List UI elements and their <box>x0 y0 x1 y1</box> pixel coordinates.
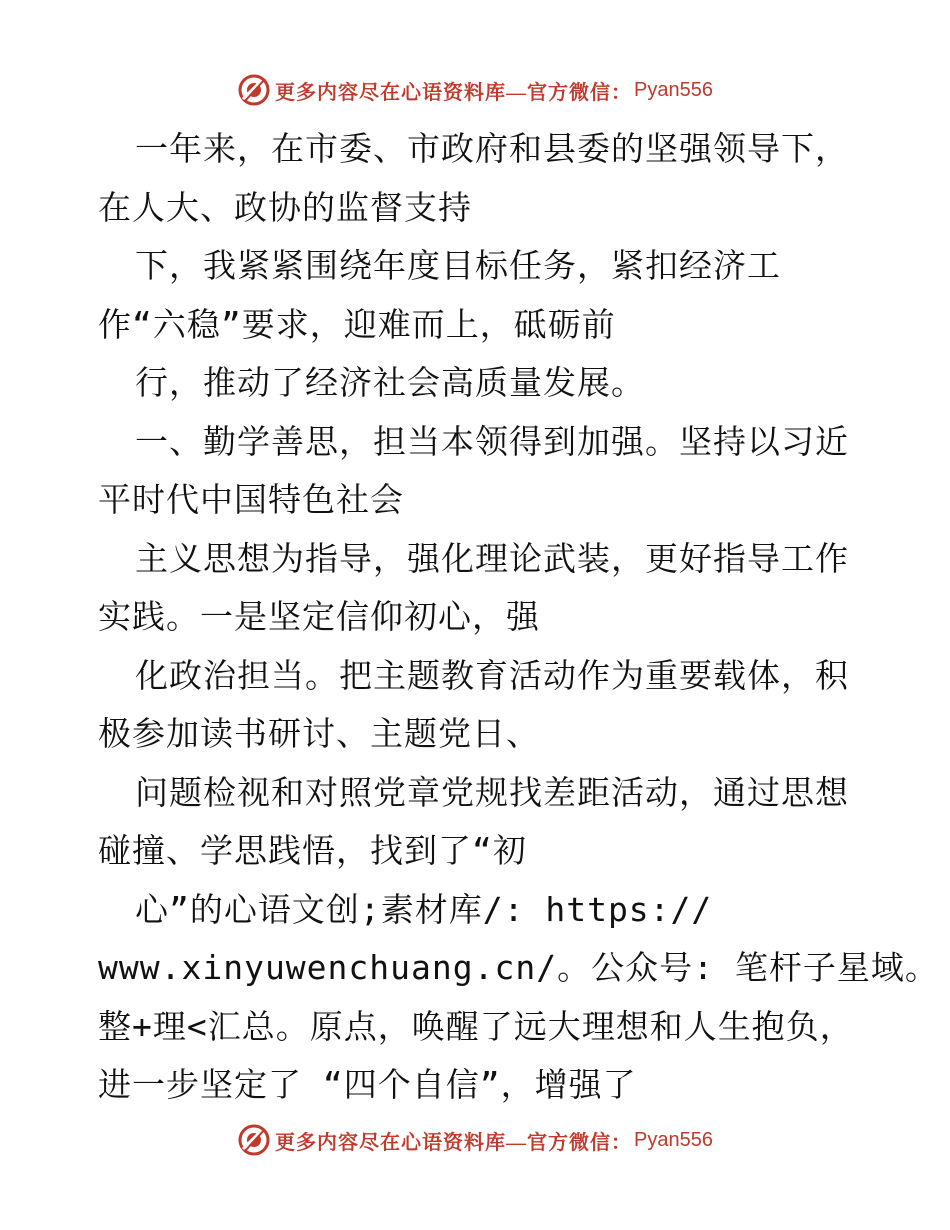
brand-logo-icon <box>237 1123 271 1157</box>
text-line: 极参加读书研讨、主题党日、 <box>98 714 540 753</box>
text-line: 主义思想为指导，强化理论武装，更好指导工作 <box>135 538 849 578</box>
text-line: 问题检视和对照党章党规找差距活动，通过思想 <box>135 772 849 812</box>
text-line: 在人大、政协的监督支持 <box>98 187 472 227</box>
header-banner-text: 更多内容尽在心语资料库—官方微信： <box>275 81 633 104</box>
text-line: 平时代中国特色社会 <box>98 480 404 519</box>
text-line: 一、勤学善思，担当本领得到加强。坚持以习近 <box>135 421 849 461</box>
text-line: 整+理<汇总。原点，唤醒了远大理想和人生抱负， <box>98 1006 854 1046</box>
brand-logo-icon <box>237 73 271 107</box>
text-line: www.xinyuwenchuang.cn/。公众号: 笔杆子星域。 <box>98 948 939 987</box>
text-line: 一年来，在市委、市政府和县委的坚强领导下， <box>135 129 849 168</box>
footer-banner-id: Pyan556 <box>634 1128 713 1151</box>
footer-watermark-banner <box>0 1120 950 1160</box>
text-line: 心”的心语文创;素材库/: https:// <box>135 889 713 929</box>
header-banner-id: Pyan556 <box>634 78 713 101</box>
text-line: 下，我紧紧围绕年度目标任务，紧扣经济工 <box>135 246 781 285</box>
text-line: 行，推动了经济社会高质量发展。 <box>135 363 645 402</box>
text-line: 碰撞、学思践悟，找到了“初 <box>98 831 527 870</box>
footer-banner-text: 更多内容尽在心语资料库—官方微信： <box>275 1131 633 1154</box>
document-body <box>98 120 939 1115</box>
text-line: 化政治担当。把主题教育活动作为重要载体，积 <box>135 655 849 695</box>
text-line: 进一步坚定了 “四个自信”，增强了 <box>98 1065 637 1104</box>
text-line: 作“六稳”要求，迎难而上，砥砺前 <box>98 304 616 344</box>
text-line: 实践。一是坚定信仰初心，强 <box>98 597 540 636</box>
header-watermark-banner <box>0 70 950 110</box>
